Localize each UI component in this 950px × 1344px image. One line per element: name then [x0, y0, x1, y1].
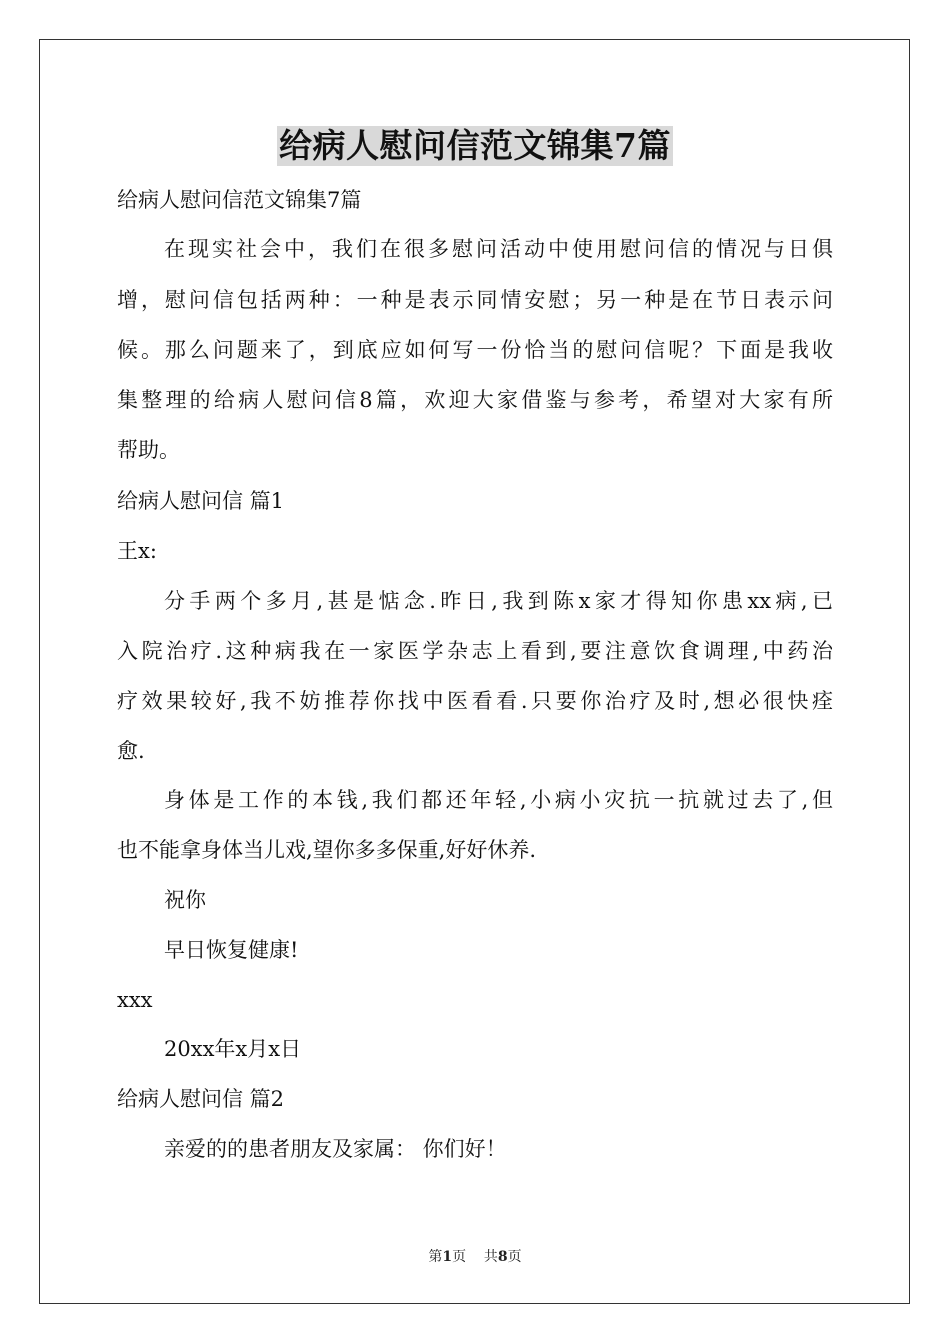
- footer-mid: 页 共: [452, 1249, 498, 1265]
- section-heading-1: 给病人慰问信 篇1: [117, 489, 285, 513]
- closing-health: 早日恢复健康!: [164, 938, 299, 962]
- letter1-line-3: 疗效果较好,我不妨推荐你找中医看看.只要你治疗及时,想必很快痊: [117, 689, 833, 713]
- closing-wish: 祝你: [164, 888, 206, 912]
- intro-line-5: 帮助。: [117, 438, 180, 462]
- intro-line-2: 增，慰问信包括两种：一种是表示同情安慰；另一种是在节日表示问: [117, 288, 833, 312]
- signature: xxx: [117, 988, 153, 1012]
- letter1-line-5: 身体是工作的本钱,我们都还年轻,小病小灾抗一抗就过去了,但: [164, 788, 833, 812]
- document-title: 给病人慰问信范文锦集7篇: [279, 126, 671, 165]
- intro-line-3: 候。那么问题来了，到底应如何写一份恰当的慰问信呢？下面是我收: [117, 338, 833, 362]
- footer-prefix: 第: [428, 1249, 443, 1265]
- letter1-line-4: 愈.: [117, 739, 145, 763]
- letter1-line-1: 分手两个多月,甚是惦念.昨日,我到陈x家才得知你患xx病,已: [164, 589, 833, 613]
- footer-page-number: 1: [442, 1249, 453, 1265]
- intro-line-1: 在现实社会中，我们在很多慰问活动中使用慰问信的情况与日俱: [164, 237, 833, 261]
- intro-line-4: 集整理的给病人慰问信8篇，欢迎大家借鉴与参考，希望对大家有所: [117, 388, 833, 412]
- letter1-line-2: 入院治疗.这种病我在一家医学杂志上看到,要注意饮食调理,中药治: [117, 639, 833, 663]
- footer-total-pages: 8: [497, 1249, 508, 1265]
- salutation-2: 亲爱的的患者朋友及家属： 你们好！: [164, 1137, 507, 1161]
- title-container: [0, 126, 950, 166]
- section-heading-2: 给病人慰问信 篇2: [117, 1087, 285, 1111]
- page-border: [39, 39, 910, 1304]
- footer-suffix: 页: [507, 1249, 522, 1265]
- salutation-1: 王x:: [117, 539, 157, 563]
- letter-date: 20xx年x月x日: [164, 1037, 302, 1061]
- page-footer: [0, 1248, 950, 1266]
- letter1-line-6: 也不能拿身体当儿戏,望你多多保重,好好休养.: [117, 838, 537, 862]
- subtitle-line: 给病人慰问信范文锦集7篇: [117, 188, 362, 212]
